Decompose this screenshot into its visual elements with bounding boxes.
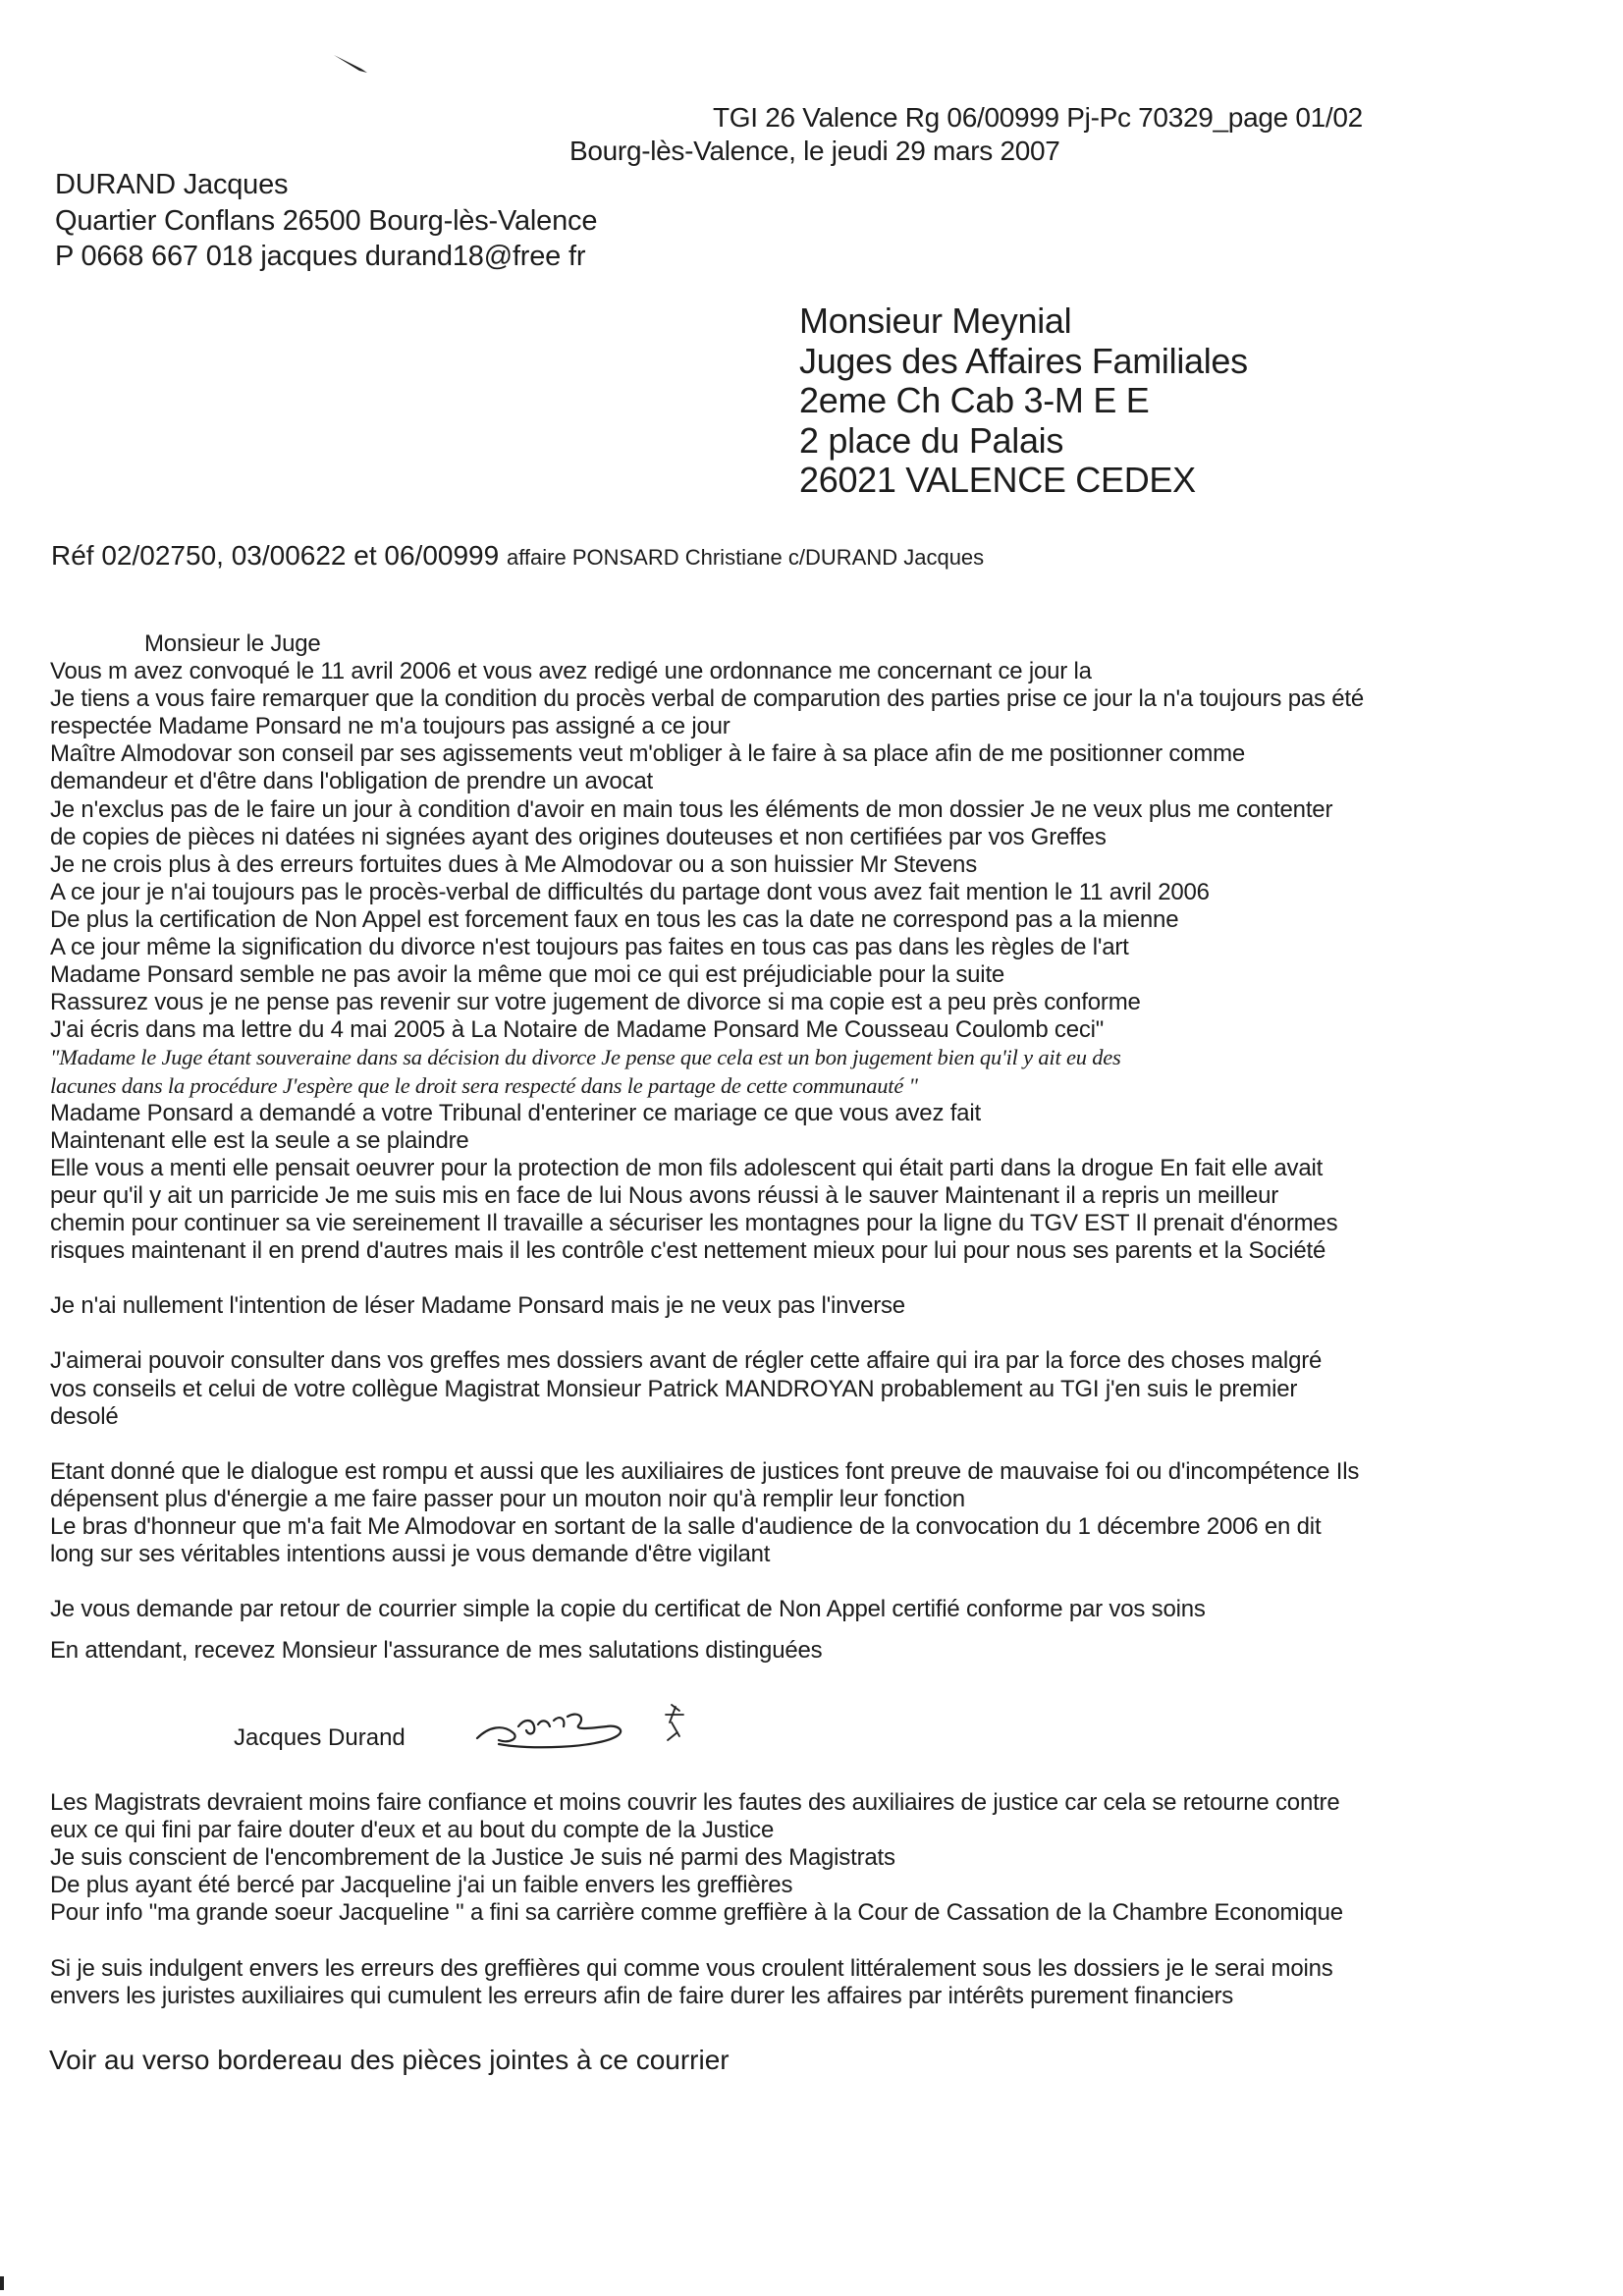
paragraph-dialogue-line: long sur ses véritables intentions aussi je vous demande d'être vigilant [50, 1541, 771, 1568]
letter-postscript [50, 1789, 1582, 2010]
paragraph-indulgent-line: Si je suis indulgent envers les erreurs des greffières qui comme vous croulent littéralement sous les dossiers je le serai moins [50, 1954, 1333, 1982]
scan-mark [0, 2276, 4, 2290]
sender-address: Quartier Conflans 26500 Bourg-lès-Valence [55, 205, 598, 237]
body-line: Maintenant elle est la seule a se plaindre [50, 1126, 469, 1154]
paragraph-magistrats-line: Les Magistrats devraient moins faire confiance et moins couvrir les fautes des auxiliaires de justice car cela se retourne contre [50, 1789, 1340, 1816]
paragraph-dialogue-line: dépensent plus d'énergie a me faire passer pour un mouton noir qu'à remplir leur fonction [50, 1485, 965, 1512]
body-line: A ce jour même la signification du divorce n'est toujours pas faites en tous cas pas dans les règles de l'art [50, 934, 1129, 961]
salutation: Monsieur le Juge [144, 630, 321, 657]
reference-line [51, 540, 984, 572]
letter-body [50, 630, 1582, 1665]
paragraph-consulter-line: vos conseils et celui de votre collègue Magistrat Monsieur Patrick MANDROYAN probablement au TGI j'en suis le premier [50, 1375, 1298, 1402]
signature-name: Jacques Durand [234, 1724, 406, 1751]
body-line: Madame Ponsard a demandé a votre Tribunal d'enteriner ce mariage ce que vous avez fait [50, 1099, 981, 1126]
reference-affair: affaire PONSARD Christiane c/DURAND Jacques [506, 545, 985, 570]
recipient-line1: Monsieur Meynial [799, 301, 1072, 341]
paragraph-consulter-line: J'aimerai pouvoir consulter dans vos greffes mes dossiers avant de régler cette affaire qui ira par la force des choses malgré [50, 1347, 1323, 1375]
body-line: de copies de pièces ni datées ni signées ayant des origines douteuses et non certifiées par vos Greffes [50, 823, 1107, 850]
paragraph-leser: Je n'ai nullement l'intention de léser Madame Ponsard mais je ne veux pas l'inverse [50, 1292, 905, 1320]
paragraph-magistrats-line: eux ce qui fini par faire douter d'eux et au bout du compte de la Justice [50, 1817, 775, 1844]
sender-contact: P 0668 667 018 jacques durand18@free fr [55, 241, 586, 272]
paragraph-indulgent-line: envers les juristes auxiliaires qui cumulent les erreurs afin de faire durer les affaires par intérêts purement financiers [50, 1982, 1234, 2009]
body-line: Vous m avez convoqué le 11 avril 2006 et vous avez redigé une ordonnance me concernant ce jour la [50, 658, 1092, 685]
header-reference: TGI 26 Valence Rg 06/00999 Pj-Pc 70329_page 01/02 [713, 102, 1363, 133]
recipient-line4: 2 place du Palais [799, 420, 1064, 461]
recipient-line5: 26021 VALENCE CEDEX [799, 460, 1196, 500]
body-line: J'ai écris dans ma lettre du 4 mai 2005 à La Notaire de Madame Ponsard Me Cousseau Coulomb ceci" [50, 1016, 1105, 1044]
body-line: peur qu'il y ait un parricide Je me suis mis en face de lui Nous avons réussi à le sauver Maintenant il a repris un meilleur [50, 1181, 1279, 1209]
body-line: Rassurez vous je ne pense pas revenir sur votre jugement de divorce si ma copie est a peu près conforme [50, 989, 1141, 1016]
closing-formula: En attendant, recevez Monsieur l'assurance de mes salutations distinguées [50, 1637, 823, 1665]
sender-name: DURAND Jacques [55, 169, 289, 200]
body-line: Maître Almodovar son conseil par ses agissements veut m'obliger à le faire à sa place afin de me positionner comme [50, 740, 1246, 768]
paragraph-consulter-line: desolé [50, 1402, 119, 1430]
paragraph-magistrats-line: Pour info "ma grande soeur Jacqueline " a fini sa carrière comme greffière à la Cour de Cassation de la Chambre Economique [50, 1899, 1343, 1927]
body-line: Je ne crois plus à des erreurs fortuites dues à Me Almodovar ou a son huissier Mr Stevens [50, 850, 977, 878]
paragraph-dialogue-line: Etant donné que le dialogue est rompu et aussi que les auxiliaires de justices font preuve de mauvaise foi ou d'incompétence Ils [50, 1457, 1360, 1485]
reference-numbers: Réf 02/02750, 03/00622 et 06/00999 [51, 540, 500, 571]
body-line: Elle vous a menti elle pensait oeuvrer pour la protection de mon fils adolescent qui était parti dans la drogue En fait elle avait [50, 1154, 1324, 1181]
quote-line: lacunes dans la procédure J'espère que le droit sera respecté dans le partage de cette communauté " [50, 1072, 918, 1098]
body-line: Madame Ponsard semble ne pas avoir la même que moi ce qui est préjudiciable pour la suite [50, 961, 1005, 989]
body-line: risques maintenant il en prend d'autres mais il les contrôle c'est nettement mieux pour lui pour nous ses parents et la Société [50, 1237, 1326, 1265]
body-line: chemin pour continuer sa vie sereinement Il travaille a sécuriser les montagnes pour la ligne du TGV EST Il prenait d'énormes [50, 1209, 1338, 1236]
body-line: Je n'exclus pas de le faire un jour à condition d'avoir en main tous les éléments de mon dossier Je ne veux plus me contenter [50, 795, 1333, 823]
recipient-line3: 2eme Ch Cab 3-M E E [799, 380, 1150, 420]
quote-line: "Madame le Juge étant souveraine dans sa décision du divorce Je pense que cela est un bon jugement bien qu'il y ait eu des [50, 1045, 1121, 1070]
body-line: A ce jour je n'ai toujours pas le procès-verbal de difficultés du partage dont vous avez fait mention le 11 avril 2006 [50, 878, 1210, 905]
paragraph-dialogue-line: Le bras d'honneur que m'a fait Me Almodovar en sortant de la salle d'audience de la convocation du 1 décembre 2006 en dit [50, 1513, 1322, 1540]
paragraph-magistrats-line: De plus ayant été bercé par Jacqueline j'ai un faible envers les greffières [50, 1872, 793, 1899]
handwritten-signature [469, 1697, 725, 1756]
scan-mark [332, 51, 371, 81]
recipient-line2: Juges des Affaires Familiales [799, 341, 1248, 381]
enclosures-note: Voir au verso bordereau des pièces jointes à ce courrier [49, 2045, 730, 2075]
paragraph-demande: Je vous demande par retour de courrier simple la copie du certificat de Non Appel certifié conforme par vos soins [50, 1596, 1206, 1623]
body-line: respectée Madame Ponsard ne m'a toujours pas assigné a ce jour [50, 713, 730, 740]
date-line: Bourg-lès-Valence, le jeudi 29 mars 2007 [569, 136, 1060, 166]
paragraph-magistrats-line: Je suis conscient de l'encombrement de la Justice Je suis né parmi des Magistrats [50, 1844, 895, 1872]
body-line: De plus la certification de Non Appel est forcement faux en tous les cas la date ne correspond pas a la mienne [50, 905, 1179, 933]
body-line: Je tiens a vous faire remarquer que la condition du procès verbal de comparution des parties prise ce jour la n'a toujours pas été [50, 685, 1365, 713]
body-line: demandeur et d'être dans l'obligation de prendre un avocat [50, 768, 653, 795]
